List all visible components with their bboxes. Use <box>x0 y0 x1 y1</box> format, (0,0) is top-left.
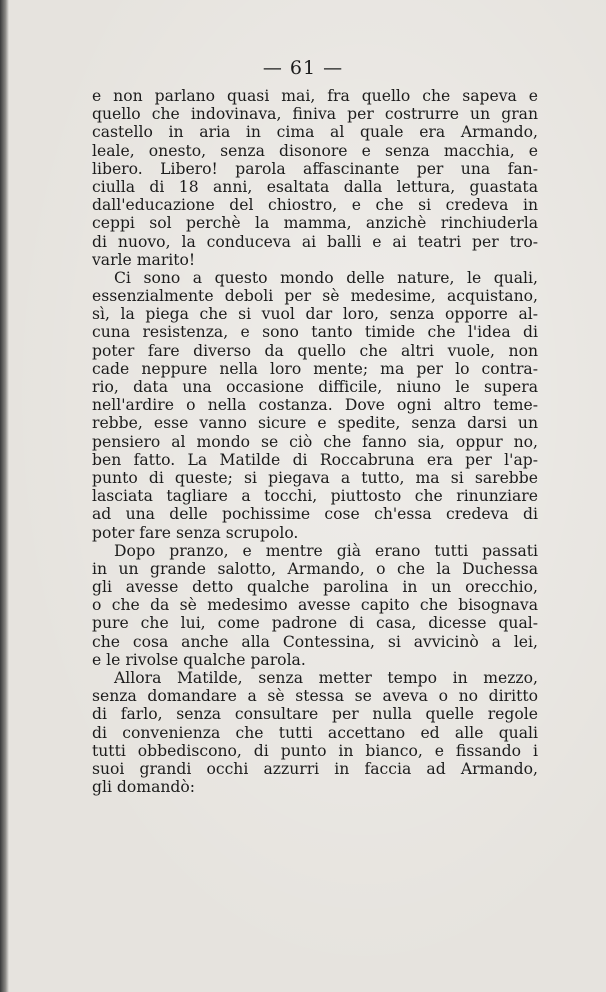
page-spine-shadow <box>0 0 9 992</box>
text-line: di farlo, senza consultare per nulla quelle regole <box>92 705 538 724</box>
text-line: ad una delle pochissime cose ch'essa credeva di <box>92 505 538 524</box>
text-line: gli avesse detto qualche parolina in un orecchio, <box>92 578 538 597</box>
text-line: sì, la piega che si vuol dar loro, senza opporre al- <box>92 305 538 324</box>
text-line: cade neppure nella loro mente; ma per lo contra- <box>92 359 538 378</box>
text-line: senza domandare a sè stessa se aveva o no diritto <box>92 687 538 706</box>
text-line: punto di queste; si piegava a tutto, ma si sarebbe <box>92 468 538 487</box>
text-line: o che da sè medesimo avesse capito che bisognava <box>92 596 538 615</box>
text-line: libero. Libero! parola affascinante per una fan- <box>92 159 538 178</box>
body-text <box>92 87 538 796</box>
text-line: rio, data una occasione difficile, niuno le supera <box>92 378 538 396</box>
text-line: di nuovo, la conduceva ai balli e ai teatri per tro- <box>92 232 538 251</box>
text-line: leale, onesto, senza disonore e senza macchia, e <box>92 141 538 160</box>
text-line: gli domandò: <box>92 778 196 797</box>
page-number: — 61 — <box>262 57 344 79</box>
text-line: castello in aria in cima al quale era Armando, <box>92 123 538 142</box>
text-line: Allora Matilde, senza metter tempo in mezzo, <box>114 669 538 687</box>
text-line: ciulla di 18 anni, esaltata dalla lettura, guastata <box>92 177 538 196</box>
text-line: suoi grandi occhi azzurri in faccia ad Armando, <box>92 759 538 778</box>
text-line: varle marito! <box>92 250 196 269</box>
text-line: pensiero al mondo se ciò che fanno sia, oppur no, <box>92 432 538 451</box>
text-line: quello che indovinava, finiva per costrurre un gran <box>92 105 538 124</box>
text-line: poter fare senza scrupolo. <box>92 523 299 542</box>
text-line: Ci sono a questo mondo delle nature, le quali, <box>114 268 538 287</box>
text-line: essenzialmente deboli per sè medesime, acquistano, <box>92 287 538 306</box>
text-line: nell'ardire o nella costanza. Dove ogni altro teme- <box>92 396 538 415</box>
text-line: dall'educazione del chiostro, e che si credeva in <box>92 196 538 215</box>
text-line: rebbe, esse vanno sicure e spedite, senza darsi un <box>92 414 538 433</box>
text-line: e le rivolse qualche parola. <box>92 650 306 669</box>
text-line: poter fare diverso da quello che altri vuole, non <box>92 341 538 360</box>
text-line: lasciata tagliare a tocchi, piuttosto che rinunziare <box>92 487 538 506</box>
text-line: pure che lui, come padrone di casa, dicesse qual- <box>92 614 538 633</box>
text-line: ceppi sol perchè la mamma, anzichè rinchiuderla <box>92 214 538 233</box>
text-line: e non parlano quasi mai, fra quello che sapeva e <box>92 87 538 105</box>
text-line: in un grande salotto, Armando, o che la Duchessa <box>92 559 538 578</box>
text-line: di convenienza che tutti accettano ed alle quali <box>92 723 538 742</box>
text-line: cuna resistenza, e sono tanto timide che l'idea di <box>92 323 538 342</box>
text-line: tutti obbediscono, di punto in bianco, e fissando i <box>92 741 538 760</box>
text-line: ben fatto. La Matilde di Roccabruna era per l'ap- <box>92 450 538 469</box>
text-line: che cosa anche alla Contessina, si avvicinò a lei, <box>92 632 538 651</box>
text-line: Dopo pranzo, e mentre già erano tutti passati <box>114 541 538 560</box>
